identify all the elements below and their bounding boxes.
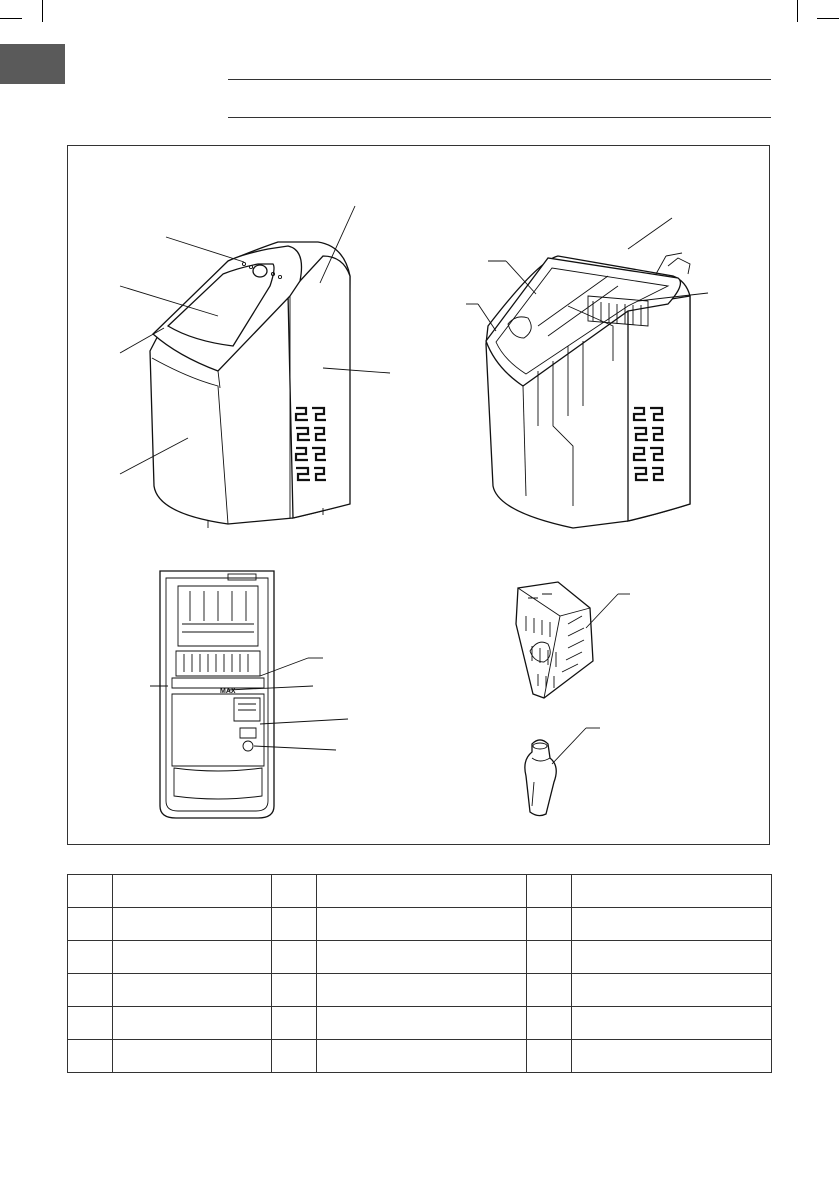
language-tab [0, 44, 65, 84]
part-name-cell [113, 1040, 272, 1073]
part-number-cell [272, 875, 317, 908]
part-number-cell [68, 908, 113, 941]
header-rule-bottom [228, 117, 771, 118]
table-row [68, 941, 772, 974]
part-number-cell [272, 941, 317, 974]
part-name-cell [317, 1007, 527, 1040]
part-number-cell [527, 908, 572, 941]
table-row [68, 1040, 772, 1073]
part-name-cell [572, 1040, 772, 1073]
part-number-cell [527, 875, 572, 908]
top-interior-view [150, 571, 348, 818]
part-name-cell [113, 941, 272, 974]
crop-mark [42, 0, 43, 22]
part-number-cell [527, 941, 572, 974]
header-rule-top [228, 79, 771, 80]
part-name-cell [317, 1040, 527, 1073]
part-name-cell [113, 908, 272, 941]
max-level-mark: MAX [220, 688, 236, 695]
part-name-cell [572, 875, 772, 908]
parts-list-table [67, 874, 772, 1073]
crop-mark [817, 18, 839, 19]
part-number-cell [68, 974, 113, 1007]
part-name-cell [317, 941, 527, 974]
part-number-cell [527, 1007, 572, 1040]
ice-scoop-accessory [525, 728, 600, 816]
part-number-cell [68, 1007, 113, 1040]
part-number-cell [272, 908, 317, 941]
part-number-cell [68, 1040, 113, 1073]
part-number-cell [272, 1007, 317, 1040]
crop-mark [797, 0, 798, 22]
part-name-cell [113, 875, 272, 908]
part-name-cell [572, 941, 772, 974]
part-name-cell [572, 974, 772, 1007]
part-name-cell [317, 908, 527, 941]
ice-basket-accessory [516, 582, 630, 698]
open-view-ice-maker [466, 218, 708, 528]
table-row [68, 908, 772, 941]
crop-mark [0, 18, 22, 19]
part-number-cell [68, 941, 113, 974]
part-number-cell [272, 974, 317, 1007]
table-row [68, 974, 772, 1007]
part-name-cell [572, 1007, 772, 1040]
part-name-cell [113, 1007, 272, 1040]
front-view-ice-maker [120, 206, 390, 528]
device-diagram [68, 146, 771, 846]
part-number-cell [68, 875, 113, 908]
part-number-cell [272, 1040, 317, 1073]
table-row [68, 1007, 772, 1040]
part-number-cell [527, 974, 572, 1007]
device-overview-figure [67, 145, 770, 845]
part-name-cell [572, 908, 772, 941]
part-name-cell [317, 875, 527, 908]
table-row [68, 875, 772, 908]
part-number-cell [527, 1040, 572, 1073]
part-name-cell [317, 974, 527, 1007]
part-name-cell [113, 974, 272, 1007]
